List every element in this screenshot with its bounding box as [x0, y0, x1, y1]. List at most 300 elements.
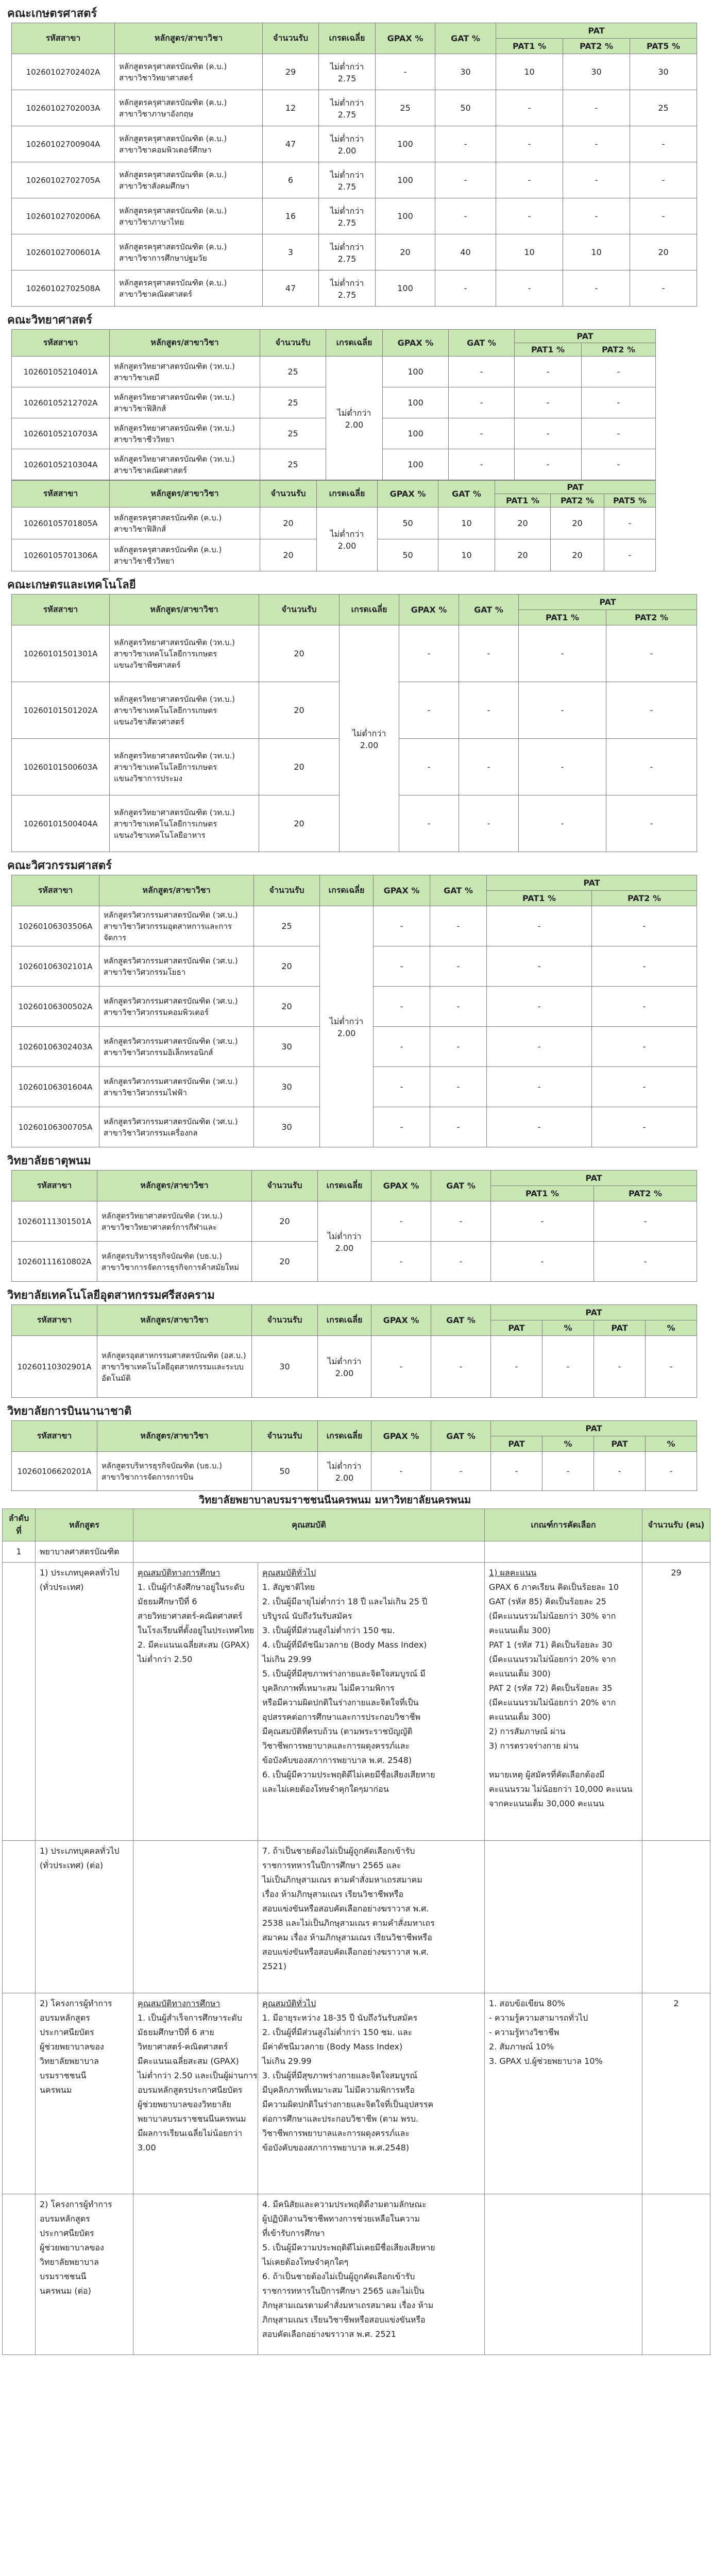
section-title-agri-tech: คณะเกษตรและเทคโนโลยี — [7, 579, 136, 591]
section-title-engineering: คณะวิศวกรรมศาสตร์ — [7, 859, 112, 872]
cell-empty — [642, 1541, 710, 1563]
section-title-education: คณะเกษตรศาสตร์ — [7, 7, 97, 20]
cell-pct-b: - — [646, 1452, 697, 1491]
cell-pat2: - — [606, 625, 697, 682]
text-line: ไม่เกิน 29.99 — [262, 2056, 312, 2066]
program-line: สาขาวิชาสังคมศึกษา — [119, 181, 190, 191]
text-line: ต่อการศึกษาและประกอบวิชาชีพ (ตาม พรบ. — [262, 2114, 419, 2124]
cell-pct-a: - — [543, 1452, 594, 1491]
th-no: ลำดับที่ — [3, 1509, 36, 1541]
cell-code: 10260105701805A — [12, 507, 110, 539]
cell-edu-qualification — [133, 2194, 258, 2355]
cell-code: 10260106620201A — [12, 1452, 97, 1491]
cell-gpax: - — [399, 625, 459, 682]
cell-quota: 6 — [263, 162, 319, 198]
grade-line: ไม่ต่ำกว่า — [327, 1461, 362, 1471]
text-line: มีคุณสมบัติที่ครบถ้วน (ตามพระราชบัญญัติ — [262, 1726, 413, 1736]
text-line: คุณสมบัติทั่วไป — [262, 1568, 316, 1578]
cell-code: 10260111610802A — [12, 1242, 97, 1282]
text-line: ประกาศนียบัตร — [40, 2027, 94, 2037]
cell-criteria — [485, 1841, 642, 1993]
cell-pat1: 20 — [495, 539, 551, 571]
program-line: หลักสูตรวิทยาศาสตรบัณฑิต (วท.บ.) — [114, 392, 235, 402]
program-line: หลักสูตรครุศาสตรบัณฑิต (ค.บ.) — [119, 242, 227, 251]
grade-line: ไม่ต่ำกว่า — [330, 133, 364, 144]
cell-pat2: 30 — [563, 54, 630, 90]
cell-quota: 30 — [254, 1107, 320, 1147]
cell-code: 10260105210703A — [12, 418, 110, 449]
th-pat: PAT — [496, 23, 697, 39]
th-pat-b: PAT — [594, 1436, 646, 1452]
cell-code: 10260110302901A — [12, 1336, 97, 1398]
cell-code: 10260106302101A — [12, 946, 99, 987]
th-pat: PAT — [491, 1305, 697, 1320]
cell-pat1: - — [487, 987, 592, 1027]
cell-grade — [318, 1201, 371, 1282]
cell-pat-a: - — [491, 1452, 543, 1491]
cell-pat2: - — [582, 449, 656, 480]
program-line: หลักสูตรครุศาสตรบัณฑิต (ค.บ.) — [114, 513, 222, 522]
program-line: สาขาวิชาเทคโนโลยีอุตสาหกรรมและระบบอัตโนมัติ — [101, 1362, 244, 1383]
cell-gpax: 25 — [376, 90, 435, 126]
th-pat: PAT — [487, 875, 697, 891]
cell-course — [36, 1563, 133, 1841]
text-line: ภิกษุสามเณรตามคำสั่งมหาเถรสมาคม เรื่อง ห้าม — [262, 2300, 434, 2310]
text-line: มีบุคลิกภาพที่เหมาะสม ไม่มีความพิการหรือ — [262, 2085, 415, 2095]
th-quota: จำนวนรับ (คน) — [642, 1509, 710, 1541]
table-science — [11, 329, 656, 480]
text-line: หมายเหตุ ผู้สมัครที่คัดเลือกต้องมี — [489, 1770, 605, 1780]
text-line: (มีคะแนนรวมไม่น้อยกว่า 20% จาก — [489, 1698, 616, 1707]
program-line: สาขาวิชาชีววิทยา — [114, 434, 175, 444]
text-line: 2) การสัมภาษณ์ ผ่าน — [489, 1726, 566, 1736]
text-line: และไม่เคยต้องโทษจำคุกใดๆมาก่อน — [262, 1784, 389, 1794]
program-line: สาขาวิชาเทคโนโลยีการเกษตร — [114, 705, 217, 715]
cell-pat1: - — [519, 739, 606, 795]
text-line: มีความผิดปกติในร่างกายและจิตใจที่เป็นอุปสรรค — [262, 2099, 434, 2109]
text-line: ราชการทหารในปีการศึกษา 2565 และไม่เป็น — [262, 2286, 425, 2296]
cell-gat: - — [435, 198, 496, 234]
program-line: สาขาวิชาการศึกษาปฐมวัย — [119, 253, 207, 263]
cell-program — [110, 449, 260, 480]
program-line: หลักสูตรครุศาสตรบัณฑิต (ค.บ.) — [119, 133, 227, 143]
text-line: ผู้ช่วยพยาบาลของ — [40, 2042, 104, 2052]
cell-pat1: - — [496, 198, 563, 234]
cell-no — [3, 1563, 36, 1841]
text-line: คะแนนรวม ไม่น้อยกว่า 10,000 คะแนน — [489, 1784, 633, 1794]
cell-pat-a: - — [491, 1336, 543, 1398]
program-line: แขนงวิชาพืชศาสตร์ — [114, 660, 181, 670]
cell-pat2: - — [592, 987, 697, 1027]
text-line: มีคะแนนเฉลี่ยสะสม (GPAX) — [138, 2056, 239, 2066]
cell-gpax: - — [376, 54, 435, 90]
program-line: หลักสูตรครุศาสตรบัณฑิต (ค.บ.) — [114, 545, 222, 554]
cell-code: 10260106300705A — [12, 1107, 99, 1147]
cell-pat1: 20 — [495, 507, 551, 539]
cell-pat2: - — [592, 1067, 697, 1107]
cell-pat2: - — [582, 418, 656, 449]
th-program: หลักสูตร/สาขาวิชา — [97, 1421, 252, 1452]
cell-pat1: - — [496, 90, 563, 126]
cell-pat1: - — [515, 418, 582, 449]
cell-quota — [642, 2194, 710, 2355]
cell-pct-a: - — [543, 1336, 594, 1398]
th-pat1: PAT1 % — [495, 494, 551, 507]
cell-code: 10260102702402A — [12, 54, 115, 90]
text-line: สมาคม เรื่อง ห้ามภิกษุสามเณร เรียนวิชาชีพหรือ — [262, 1933, 432, 1942]
th-pat2: PAT2 % — [594, 1186, 697, 1201]
text-line: 1. มีอายุระหว่าง 18-35 ปี นับถึงวันรับสมัคร — [262, 2013, 418, 2023]
text-line: อุปสรรคต่อการศึกษาและการประกอบวิชาชีพ — [262, 1712, 421, 1722]
cell-gat: 40 — [435, 234, 496, 270]
cell-pat2: - — [563, 126, 630, 162]
cell-quota: 25 — [260, 387, 326, 418]
th-gat: GAT % — [435, 23, 496, 54]
text-line: 1) ผลคะแนน — [489, 1568, 537, 1578]
text-line: ผู้ปฏิบัติงานวิชาชีพทางการช่วยเหลือในความ — [262, 2214, 420, 2224]
table-row — [12, 126, 697, 162]
cell-pat-b: - — [594, 1452, 646, 1491]
cell-grade — [319, 234, 376, 270]
grade-line: ไม่ต่ำกว่า — [330, 278, 364, 288]
th-grade: เกรดเฉลี่ย — [340, 595, 399, 625]
th-gat: GAT % — [459, 595, 519, 625]
cell-gat: 30 — [435, 54, 496, 90]
grade-line: 2.00 — [337, 540, 357, 551]
cell-program — [115, 234, 263, 270]
program-line: หลักสูตรวิทยาศาสตรบัณฑิต (วท.บ.) — [114, 361, 235, 371]
cell-grade — [320, 906, 374, 1147]
program-line: สาขาวิชาวิศวกรรมอิเล็กทรอนิกส์ — [104, 1047, 213, 1057]
cell-pat1: - — [519, 682, 606, 739]
text-line: นครพนม — [40, 2085, 72, 2095]
th-pat2: PAT2 % — [592, 891, 697, 906]
text-line: ประกาศนียบัตร — [40, 2228, 94, 2238]
program-line: หลักสูตรวิทยาศาสตรบัณฑิต (วท.บ.) — [114, 751, 235, 760]
cell-gat: - — [459, 625, 519, 682]
th-program: หลักสูตร/สาขาวิชา — [110, 481, 260, 507]
text-line: ที่เข้ารับการศึกษา — [262, 2228, 325, 2238]
cell-gpax: 100 — [376, 198, 435, 234]
th-program: หลักสูตร/สาขาวิชา — [110, 330, 260, 357]
program-line: หลักสูตรวิทยาศาสตรบัณฑิต (วท.บ.) — [114, 694, 235, 704]
text-line: วิชาชีพการพยาบาลและการผดุงครรภ์และ — [262, 1741, 410, 1751]
table-education — [11, 23, 697, 307]
text-line: วิทยาลัยพยาบาล — [40, 2257, 99, 2267]
cell-pat5: - — [630, 270, 697, 307]
cell-gpax: 100 — [383, 418, 449, 449]
text-line: คะแนนเต็ม 300) — [489, 1669, 551, 1679]
cell-pat5: 30 — [630, 54, 697, 90]
text-line — [489, 1753, 638, 1768]
cell-general-qualification — [258, 1841, 485, 1993]
text-line: 5. เป็นผู้มีความประพฤติดีไม่เคยมีชื่อเสียงเสียหาย — [262, 2243, 435, 2252]
cell-pat1: 10 — [496, 54, 563, 90]
cell-program — [97, 1336, 252, 1398]
cell-code: 10260105701306A — [12, 539, 110, 571]
text-line: - ความรู้ความสามารถทั่วไป — [489, 2013, 588, 2023]
th-code: รหัสสาขา — [12, 875, 99, 906]
text-line: 2538 และไม่เป็นภิกษุสามเณร ตามคำสั่งมหาเถร — [262, 1918, 435, 1928]
program-line: หลักสูตรครุศาสตรบัณฑิต (ค.บ.) — [119, 278, 227, 287]
cell-gpax: 50 — [378, 507, 438, 539]
th-quota: จำนวนรับ — [263, 23, 319, 54]
program-line: แขนงวิชาการประมง — [114, 773, 182, 783]
cell-criteria — [485, 1993, 642, 2194]
grade-line: 2.75 — [337, 253, 357, 264]
cell-pat2: - — [582, 387, 656, 418]
cell-gpax: - — [374, 906, 430, 946]
grade-line: 2.00 — [360, 740, 379, 750]
cell-gpax: - — [371, 1242, 431, 1282]
cell-code: 10260102702508A — [12, 270, 115, 307]
th-gpax: GPAX % — [371, 1171, 431, 1201]
cell-program — [110, 357, 260, 387]
cell-gpax: 100 — [383, 387, 449, 418]
text-line: 4. มีคนิสัยและความประพฤติดีงามตามลักษณะ — [262, 2199, 427, 2209]
text-line: บริบูรณ์ นับถึงวันรับสมัคร — [262, 1611, 352, 1621]
text-line: 6. เป็นผู้มีความประพฤติดีไม่เคยมีชื่อเสียงเสียหาย — [262, 1770, 435, 1780]
th-gpax: GPAX % — [399, 595, 459, 625]
grade-line: 2.75 — [337, 73, 357, 83]
cell-general-qualification — [258, 2194, 485, 2355]
text-line: อบรมหลักสูตรประกาศนียบัตร — [138, 2085, 243, 2095]
cell-course: พยาบาลศาสตรบัณฑิต — [36, 1541, 133, 1563]
th-grade: เกรดเฉลี่ย — [318, 1171, 371, 1201]
th-pat: PAT — [495, 481, 656, 494]
cell-program — [110, 739, 259, 795]
cell-course — [36, 2194, 133, 2355]
text-line: นครพนม (ต่อ) — [40, 2286, 91, 2296]
cell-program — [115, 270, 263, 307]
text-line: 3. เป็นผู้ที่มีส่วนสูงไม่ต่ำกว่า 150 ซม. — [262, 1625, 395, 1635]
cell-quota: 25 — [260, 357, 326, 387]
cell-code: 10260102702003A — [12, 90, 115, 126]
cell-pat1: - — [487, 946, 592, 987]
text-line: มีค่าดัชนีมวลกาย (Body Mass Index) — [262, 2042, 403, 2052]
cell-code: 10260101501202A — [12, 682, 110, 739]
text-line: ไม่เคยต้องโทษจำคุกใดๆ — [262, 2257, 349, 2267]
cell-pat2: 20 — [551, 507, 604, 539]
cell-program — [110, 507, 260, 539]
cell-quota: 30 — [254, 1027, 320, 1067]
cell-quota: 20 — [259, 739, 340, 795]
table-nursing — [2, 1509, 710, 2355]
th-pat2: PAT2 % — [606, 610, 697, 625]
cell-pat1: - — [491, 1242, 594, 1282]
table-row — [12, 162, 697, 198]
cell-pat-b: - — [594, 1336, 646, 1398]
program-line: สาขาวิชาคณิตศาสตร์ — [114, 465, 187, 475]
cell-program — [110, 387, 260, 418]
cell-quota: 20 — [260, 539, 317, 571]
th-gat: GAT % — [430, 875, 487, 906]
text-line: (ทั่วประเทศ) — [40, 1582, 84, 1592]
cell-quota — [642, 1841, 710, 1993]
program-line: หลักสูตรบริหารธุรกิจบัณฑิต (บธ.บ.) — [101, 1461, 222, 1470]
program-line: สาขาวิชาภาษาไทย — [119, 217, 184, 227]
cell-code: 10260102700601A — [12, 234, 115, 270]
th-grade: เกรดเฉลี่ย — [319, 23, 376, 54]
cell-pat2: - — [594, 1201, 697, 1242]
cell-quota: 20 — [259, 682, 340, 739]
grade-line: 2.00 — [335, 1368, 354, 1378]
table-row — [12, 234, 697, 270]
cell-code: 10260102702705A — [12, 162, 115, 198]
text-line: สอบแข่งขันหรือสอบคัดเลือกอย่างฆราวาส พ.ศ. — [262, 1947, 429, 1957]
program-line: หลักสูตรครุศาสตรบัณฑิต (ค.บ.) — [119, 206, 227, 215]
th-grade: เกรดเฉลี่ย — [317, 481, 378, 507]
grade-line: ไม่ต่ำกว่า — [330, 170, 364, 180]
program-line: สาขาวิชาคอมพิวเตอร์ศึกษา — [119, 145, 212, 155]
grade-line: ไม่ต่ำกว่า — [337, 408, 371, 418]
cell-gat: - — [430, 987, 487, 1027]
cell-no — [3, 1993, 36, 2194]
text-line: 2. เป็นผู้มีอายุไม่ต่ำกว่า 18 ปี และไม่เกิน 25 ปี — [262, 1597, 428, 1606]
grade-line: ไม่ต่ำกว่า — [330, 97, 364, 108]
cell-gat: - — [435, 162, 496, 198]
cell-program — [115, 126, 263, 162]
cell-quota: 30 — [252, 1336, 318, 1398]
th-quota: จำนวนรับ — [259, 595, 340, 625]
cell-program — [110, 795, 259, 852]
grade-line: ไม่ต่ำกว่า — [352, 728, 386, 738]
th-quota: จำนวนรับ — [254, 875, 320, 906]
cell-program — [97, 1452, 252, 1491]
program-line: สาขาวิชาการจัดการธุรกิจการค้าสมัยใหม่ — [101, 1262, 239, 1272]
text-line: 3.00 — [138, 2143, 156, 2153]
cell-grade — [318, 1336, 371, 1398]
th-program: หลักสูตร/สาขาวิชา — [97, 1171, 252, 1201]
text-line: ในโรงเรียนที่ตั้งอยู่ในประเทศไทย — [138, 1625, 255, 1635]
cell-empty — [133, 1541, 485, 1563]
cell-general-qualification — [258, 1563, 485, 1841]
table-engineering — [11, 875, 697, 1147]
program-line: หลักสูตรวิทยาศาสตรบัณฑิต (วท.บ.) — [114, 423, 235, 433]
text-line: บรมราชชนนี — [40, 2071, 87, 2080]
cell-gpax: 100 — [383, 449, 449, 480]
grade-line: ไม่ต่ำกว่า — [329, 1016, 364, 1026]
text-line: พยาบาลบรมราชชนนีนครพนม — [138, 2114, 246, 2124]
cell-gat: - — [430, 946, 487, 987]
text-line: ไม่เป็นภิกษุสามเณร ตามคำสั่งมหาเถรสมาคม — [262, 1875, 422, 1885]
text-line: 4. เป็นผู้ที่มีดัชนีมวลกาย (Body Mass Index) — [262, 1640, 427, 1650]
text-line: GPAX 6 ภาคเรียน คิดเป็นร้อยละ 10 — [489, 1582, 619, 1592]
cell-gat: - — [449, 449, 515, 480]
cell-program — [99, 987, 254, 1027]
text-line: ไม่ต่ำกว่า 2.50 — [138, 1654, 193, 1664]
text-line: 1) ประเภทบุคคลทั่วไป — [40, 1568, 120, 1578]
cell-code: 10260106303506A — [12, 906, 99, 946]
cell-pat2: - — [563, 270, 630, 307]
cell-gat: - — [430, 1107, 487, 1147]
program-line: หลักสูตรวิทยาศาสตรบัณฑิต (วท.บ.) — [114, 637, 235, 647]
text-line: 1. เป็นผู้สำเร็จการศึกษาระดับ — [138, 2013, 242, 2023]
nursing-title: วิทยาลัยพยาบาลบรมราชชนนีนครพนม มหาวิทยาลัยนครพนม — [198, 1494, 471, 1506]
cell-gpax: 50 — [378, 539, 438, 571]
th-quota: จำนวนรับ — [252, 1305, 318, 1336]
cell-criteria — [485, 1563, 642, 1841]
cell-edu-qualification — [133, 1563, 258, 1841]
text-line: PAT 2 (รหัส 72) คิดเป็นร้อยละ 35 — [489, 1683, 613, 1693]
th-quota: จำนวนรับ — [260, 481, 317, 507]
th-pat: PAT — [515, 330, 656, 343]
th-code: รหัสสาขา — [12, 595, 110, 625]
cell-code: 10260111301501A — [12, 1201, 97, 1242]
grade-line: ไม่ต่ำกว่า — [330, 61, 364, 72]
program-line: หลักสูตรครุศาสตรบัณฑิต (ค.บ.) — [119, 170, 227, 179]
cell-pat2: - — [592, 1027, 697, 1067]
cell-program — [115, 162, 263, 198]
cell-quota: 25 — [260, 418, 326, 449]
th-code: รหัสสาขา — [12, 481, 110, 507]
cell-code: 10260105212702A — [12, 387, 110, 418]
grade-line: ไม่ต่ำกว่า — [330, 242, 364, 252]
th-program: หลักสูตร/สาขาวิชา — [99, 875, 254, 906]
th-gat: GAT % — [431, 1421, 491, 1452]
text-line: 2. เป็นผู้ที่มีส่วนสูงไม่ต่ำกว่า 150 ซม. และ — [262, 2027, 413, 2037]
cell-program — [115, 198, 263, 234]
cell-program — [99, 1027, 254, 1067]
text-line: ไม่เกิน 29.99 — [262, 1654, 312, 1664]
cell-pat2: - — [563, 198, 630, 234]
text-line: ข้อบังคับของสภาการพยาบาล พ.ศ. 2548) — [262, 1755, 412, 1765]
cell-pat1: - — [515, 387, 582, 418]
text-line: 7. ถ้าเป็นชายต้องไม่เป็นผู้ถูกคัดเลือกเข้ารับ — [262, 1846, 415, 1856]
text-line: จากคะแนนเต็ม 30,000 คะแนน — [489, 1799, 604, 1808]
th-course: หลักสูตร — [36, 1509, 133, 1541]
cell-pat5: 25 — [630, 90, 697, 126]
text-line: หรือมีความผิดปกติในร่างกายและจิตใจที่เป็น — [262, 1698, 419, 1707]
cell-pat2: - — [606, 682, 697, 739]
text-line: 2) โครงการผู้ทำการ — [40, 2199, 112, 2209]
cell-code: 10260106301604A — [12, 1067, 99, 1107]
cell-gat: - — [459, 739, 519, 795]
text-line: สายวิทยาศาสตร์-คณิตศาสตร์ — [138, 1611, 243, 1621]
text-line: ภิกษุสามเณร เรียนวิชาชีพหรือสอบแข่งขันหรือ — [262, 2315, 426, 2325]
table-aviation — [11, 1420, 697, 1491]
th-gpax: GPAX % — [376, 23, 435, 54]
grade-line: 2.75 — [337, 217, 357, 228]
cell-quota: 20 — [259, 795, 340, 852]
cell-pat1: - — [487, 1067, 592, 1107]
program-line: หลักสูตรครุศาสตรบัณฑิต (ค.บ.) — [119, 97, 227, 107]
text-line: 3) การตรวจร่างกาย ผ่าน — [489, 1741, 579, 1751]
th-gat: GAT % — [438, 481, 495, 507]
table-agri-tech — [11, 594, 697, 852]
program-line: สาขาวิชาวิศวกรรมคอมพิวเตอร์ — [104, 1007, 209, 1017]
cell-pat2: - — [563, 162, 630, 198]
table-row — [12, 270, 697, 307]
cell-quota: 20 — [259, 625, 340, 682]
cell-gpax: - — [399, 739, 459, 795]
cell-pat2: - — [563, 90, 630, 126]
th-code: รหัสสาขา — [12, 1421, 97, 1452]
text-line: คุณสมบัติทางการศึกษา — [138, 1568, 221, 1578]
cell-gat: 10 — [438, 539, 495, 571]
cell-edu-qualification — [133, 1993, 258, 2194]
th-pat2: PAT2 % — [563, 39, 630, 54]
cell-grade — [318, 1452, 371, 1491]
program-line: หลักสูตรวิศวกรรมศาสตรบัณฑิต (วศ.บ.) — [104, 1036, 238, 1046]
cell-pct-b: - — [646, 1336, 697, 1398]
cell-pat2: - — [606, 795, 697, 852]
cell-code: 10260101501301A — [12, 625, 110, 682]
program-line: หลักสูตรวิศวกรรมศาสตรบัณฑิต (วศ.บ.) — [104, 996, 238, 1006]
table-row — [12, 507, 656, 539]
text-line: มีผลการเรียนเฉลี่ยไม่น้อยกว่า — [138, 2128, 243, 2138]
cell-pat5: - — [604, 539, 656, 571]
